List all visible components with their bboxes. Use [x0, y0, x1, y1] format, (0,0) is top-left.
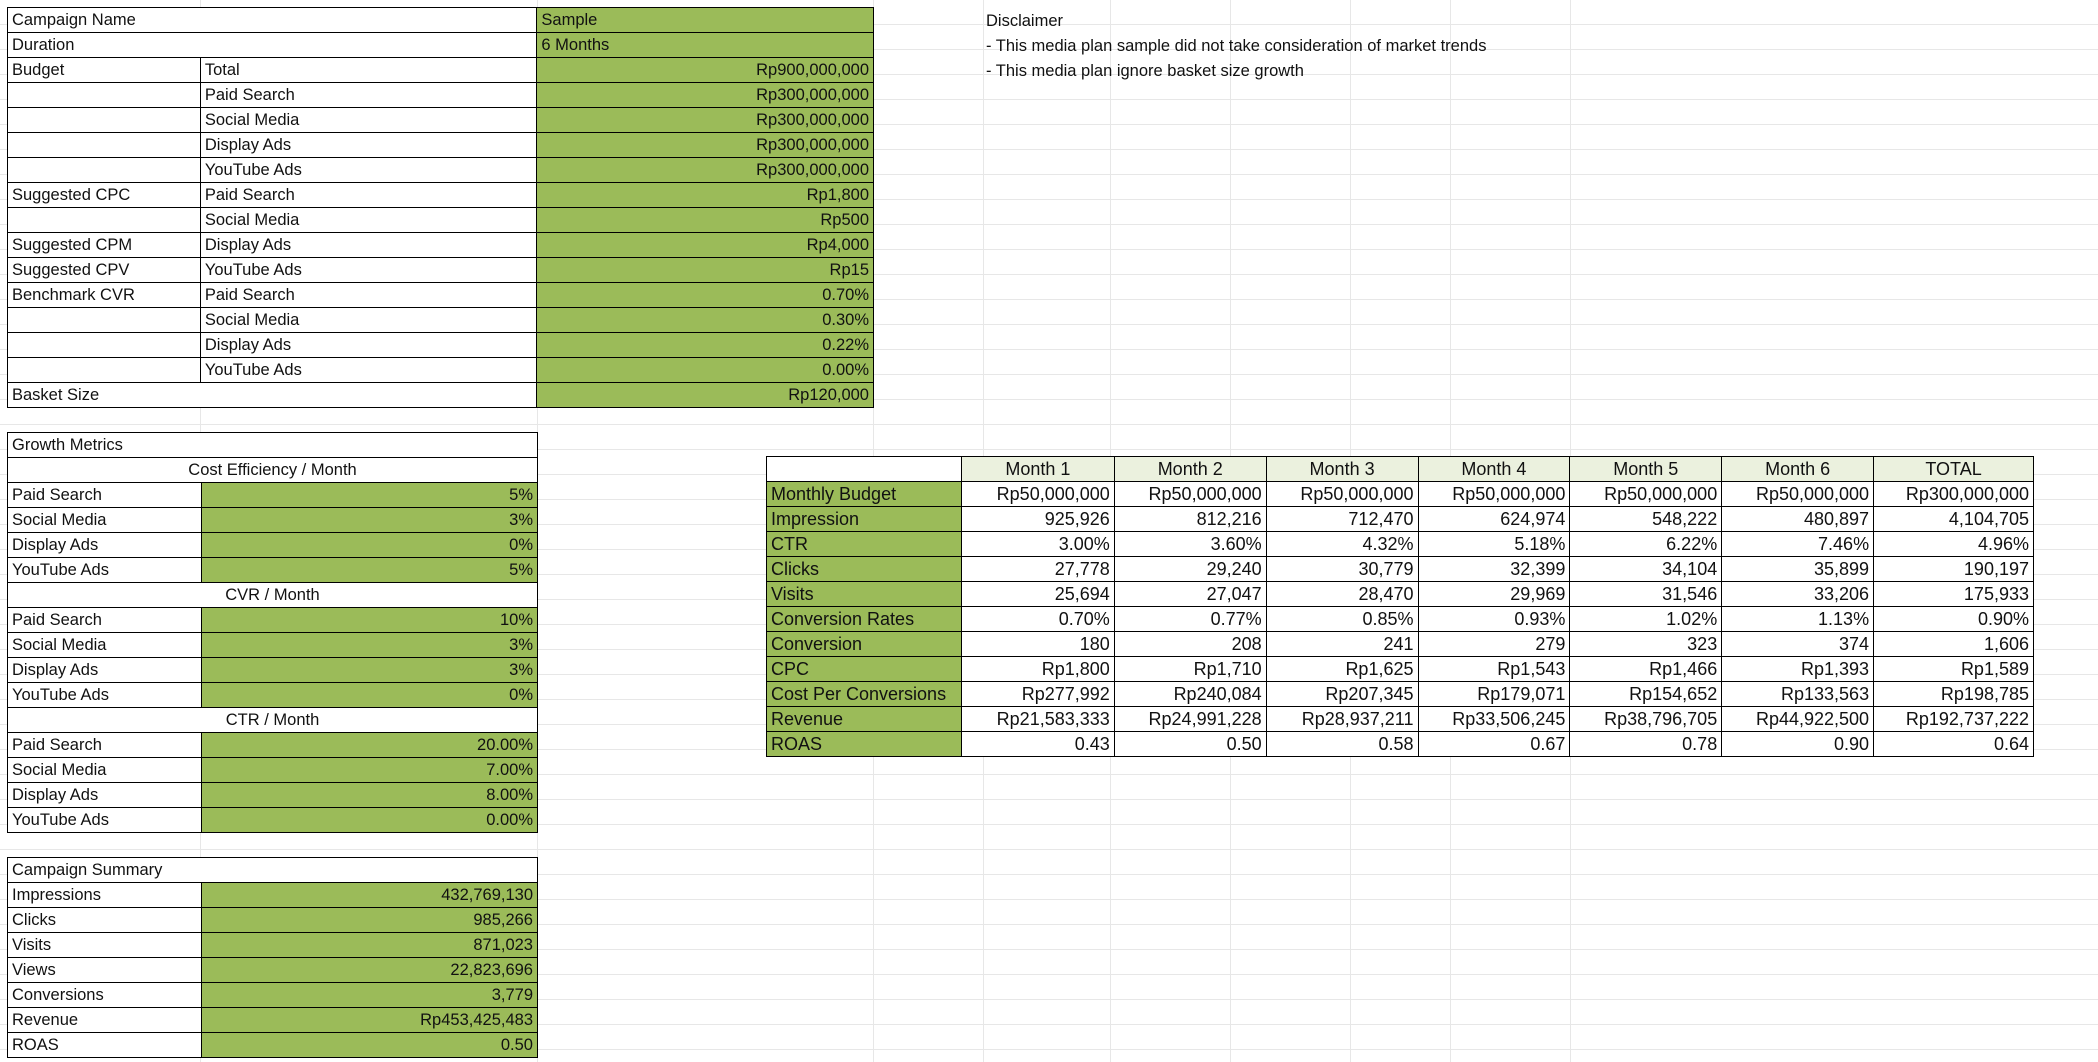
metric-value[interactable]: 0.93% — [1418, 607, 1570, 632]
metric-value[interactable]: 32,399 — [1418, 557, 1570, 582]
summary-label[interactable]: Revenue — [8, 1008, 202, 1033]
metric-label[interactable]: ROAS — [767, 732, 962, 757]
metric-value[interactable]: Rp154,652 — [1570, 682, 1722, 707]
summary-label[interactable]: Visits — [8, 933, 202, 958]
metric-value[interactable]: 0.67 — [1418, 732, 1570, 757]
metric-value[interactable]: 30,779 — [1266, 557, 1418, 582]
metric-value[interactable]: Rp50,000,000 — [1722, 482, 1874, 507]
param-row-campaign-name — [8, 8, 874, 33]
growth-value[interactable]: 8.00% — [201, 783, 537, 808]
growth-value[interactable]: 3% — [201, 508, 537, 533]
growth-channel[interactable]: Paid Search — [8, 733, 202, 758]
metric-value[interactable]: 712,470 — [1266, 507, 1418, 532]
param-row — [8, 58, 874, 83]
metric-value[interactable]: Rp1,625 — [1266, 657, 1418, 682]
summary-row — [8, 1033, 538, 1058]
metric-value[interactable]: 1.02% — [1570, 607, 1722, 632]
growth-row — [8, 533, 538, 558]
metric-value[interactable]: 480,897 — [1722, 507, 1874, 532]
metric-value[interactable]: Rp133,563 — [1722, 682, 1874, 707]
metric-value[interactable]: 812,216 — [1114, 507, 1266, 532]
summary-label[interactable]: Impressions — [8, 883, 202, 908]
growth-channel[interactable]: Display Ads — [8, 783, 202, 808]
metric-value[interactable]: 6.22% — [1570, 532, 1722, 557]
monthly-performance-table — [766, 456, 2034, 757]
param-value[interactable]: 0.70% — [537, 283, 874, 308]
growth-section-row — [8, 458, 538, 483]
metric-value[interactable]: Rp1,800 — [961, 657, 1114, 682]
growth-row — [8, 783, 538, 808]
metric-value[interactable]: 180 — [961, 632, 1114, 657]
metric-value[interactable]: 0.50 — [1114, 732, 1266, 757]
performance-row — [767, 657, 2034, 682]
column-header[interactable]: Month 3 — [1266, 457, 1418, 482]
growth-row — [8, 758, 538, 783]
metric-value[interactable]: 27,778 — [961, 557, 1114, 582]
metric-value[interactable]: Rp50,000,000 — [1570, 482, 1722, 507]
metric-value[interactable]: 208 — [1114, 632, 1266, 657]
column-header[interactable]: Month 1 — [961, 457, 1114, 482]
param-label[interactable]: Duration — [8, 33, 537, 58]
metric-value[interactable]: Rp38,796,705 — [1570, 707, 1722, 732]
metric-value[interactable]: Rp50,000,000 — [1418, 482, 1570, 507]
growth-row — [8, 508, 538, 533]
metric-value[interactable]: 25,694 — [961, 582, 1114, 607]
metric-value[interactable]: Rp300,000,000 — [1874, 482, 2034, 507]
metric-value[interactable]: 5.18% — [1418, 532, 1570, 557]
growth-channel[interactable]: Social Media — [8, 758, 202, 783]
metric-value[interactable]: 925,926 — [961, 507, 1114, 532]
param-label[interactable]: Suggested CPC — [8, 183, 201, 208]
summary-row — [8, 883, 538, 908]
metric-value[interactable]: Rp207,345 — [1266, 682, 1418, 707]
metric-value[interactable]: 0.85% — [1266, 607, 1418, 632]
metric-value[interactable]: Rp1,543 — [1418, 657, 1570, 682]
performance-row — [767, 607, 2034, 632]
performance-row — [767, 557, 2034, 582]
growth-channel[interactable]: YouTube Ads — [8, 558, 202, 583]
metric-value[interactable]: 4.96% — [1874, 532, 2034, 557]
performance-row — [767, 682, 2034, 707]
metric-value[interactable]: 0.43 — [961, 732, 1114, 757]
summary-title[interactable]: Campaign Summary — [8, 858, 538, 883]
metric-label[interactable]: Impression — [767, 507, 962, 532]
param-channel[interactable]: Paid Search — [200, 83, 537, 108]
corner-cell[interactable] — [767, 457, 962, 482]
metric-label[interactable]: Cost Per Conversions — [767, 682, 962, 707]
metric-value[interactable]: 0.70% — [961, 607, 1114, 632]
metric-value[interactable]: Rp1,393 — [1722, 657, 1874, 682]
performance-row — [767, 507, 2034, 532]
growth-channel[interactable]: YouTube Ads — [8, 683, 202, 708]
metric-value[interactable]: 4,104,705 — [1874, 507, 2034, 532]
metric-value[interactable]: 190,197 — [1874, 557, 2034, 582]
performance-row — [767, 482, 2034, 507]
disclaimer-title[interactable]: Disclaimer — [986, 12, 1064, 30]
param-channel[interactable]: Paid Search — [200, 283, 537, 308]
budget-rows — [8, 58, 874, 183]
metric-value[interactable]: Rp21,583,333 — [961, 707, 1114, 732]
summary-value[interactable]: 432,769,130 — [201, 883, 537, 908]
growth-value[interactable]: 3% — [201, 633, 537, 658]
param-label[interactable] — [8, 358, 201, 383]
growth-channel[interactable]: Social Media — [8, 633, 202, 658]
metric-label[interactable]: CTR — [767, 532, 962, 557]
param-channel[interactable]: Total — [200, 58, 537, 83]
metric-value[interactable]: 374 — [1722, 632, 1874, 657]
metric-value[interactable]: 29,240 — [1114, 557, 1266, 582]
growth-row — [8, 633, 538, 658]
column-header[interactable]: Month 5 — [1570, 457, 1722, 482]
metric-value[interactable]: Rp1,466 — [1570, 657, 1722, 682]
metric-value[interactable]: 27,047 — [1114, 582, 1266, 607]
param-value[interactable]: 0.30% — [537, 308, 874, 333]
summary-label[interactable]: Conversions — [8, 983, 202, 1008]
metric-value[interactable]: 624,974 — [1418, 507, 1570, 532]
param-label[interactable] — [8, 333, 201, 358]
metric-value[interactable]: Rp192,737,222 — [1874, 707, 2034, 732]
summary-row — [8, 983, 538, 1008]
metric-value[interactable]: Rp28,937,211 — [1266, 707, 1418, 732]
param-value[interactable]: Rp500 — [537, 208, 874, 233]
growth-value[interactable]: 3% — [201, 658, 537, 683]
column-header[interactable]: Month 4 — [1418, 457, 1570, 482]
param-value[interactable]: 6 Months — [537, 33, 874, 58]
param-value[interactable]: Rp300,000,000 — [537, 83, 874, 108]
metric-value[interactable]: 241 — [1266, 632, 1418, 657]
growth-row — [8, 733, 538, 758]
metric-value[interactable]: 29,969 — [1418, 582, 1570, 607]
performance-row — [767, 632, 2034, 657]
param-value[interactable]: Rp15 — [537, 258, 874, 283]
metric-value[interactable]: 3.60% — [1114, 532, 1266, 557]
param-row-cpv — [8, 258, 874, 283]
cpc-rows — [8, 183, 874, 233]
campaign-params-table — [7, 7, 874, 408]
metric-value[interactable]: 279 — [1418, 632, 1570, 657]
param-label[interactable]: Basket Size — [8, 383, 537, 408]
growth-value[interactable]: 0% — [201, 683, 537, 708]
metric-value[interactable]: 548,222 — [1570, 507, 1722, 532]
metric-value[interactable]: 0.90 — [1722, 732, 1874, 757]
param-label[interactable]: Benchmark CVR — [8, 283, 201, 308]
metric-value[interactable]: Rp24,991,228 — [1114, 707, 1266, 732]
metric-value[interactable]: 28,470 — [1266, 582, 1418, 607]
metric-value[interactable]: 1.13% — [1722, 607, 1874, 632]
growth-channel[interactable]: Paid Search — [8, 483, 202, 508]
metric-value[interactable]: Rp179,071 — [1418, 682, 1570, 707]
summary-value[interactable]: Rp453,425,483 — [201, 1008, 537, 1033]
metric-value[interactable]: 175,933 — [1874, 582, 2034, 607]
summary-value[interactable]: 0.50 — [201, 1033, 537, 1058]
growth-section-title[interactable]: Cost Efficiency / Month — [8, 458, 538, 483]
summary-row — [8, 1008, 538, 1033]
growth-section-title[interactable]: CTR / Month — [8, 708, 538, 733]
growth-value[interactable]: 5% — [201, 558, 537, 583]
param-row-cpm — [8, 233, 874, 258]
performance-body — [767, 482, 2034, 757]
disclaimer — [986, 9, 1486, 84]
metric-value[interactable]: 31,546 — [1570, 582, 1722, 607]
param-channel[interactable]: YouTube Ads — [200, 158, 537, 183]
summary-row — [8, 908, 538, 933]
param-value[interactable]: Rp300,000,000 — [537, 158, 874, 183]
growth-section-title[interactable]: CVR / Month — [8, 583, 538, 608]
param-value[interactable]: Sample — [537, 8, 874, 33]
metric-value[interactable]: Rp1,589 — [1874, 657, 2034, 682]
growth-value[interactable]: 10% — [201, 608, 537, 633]
growth-row — [8, 683, 538, 708]
growth-value[interactable]: 20.00% — [201, 733, 537, 758]
growth-row — [8, 658, 538, 683]
metric-value[interactable]: Rp50,000,000 — [1266, 482, 1418, 507]
column-header[interactable]: TOTAL — [1874, 457, 2034, 482]
metric-value[interactable]: 35,899 — [1722, 557, 1874, 582]
metric-label[interactable]: Monthly Budget — [767, 482, 962, 507]
param-channel[interactable]: YouTube Ads — [200, 358, 537, 383]
metric-value[interactable]: 0.64 — [1874, 732, 2034, 757]
column-header[interactable]: Month 6 — [1722, 457, 1874, 482]
param-label[interactable]: Suggested CPV — [8, 258, 201, 283]
param-value[interactable]: Rp1,800 — [537, 183, 874, 208]
param-label[interactable]: Campaign Name — [8, 8, 537, 33]
growth-channel[interactable]: Social Media — [8, 508, 202, 533]
metric-value[interactable]: 0.78 — [1570, 732, 1722, 757]
param-value[interactable]: Rp120,000 — [537, 383, 874, 408]
performance-header-row — [767, 457, 2034, 482]
metric-value[interactable]: Rp33,506,245 — [1418, 707, 1570, 732]
benchmark-cvr-rows — [8, 283, 874, 383]
metric-value[interactable]: 1,606 — [1874, 632, 2034, 657]
metric-value[interactable]: 0.58 — [1266, 732, 1418, 757]
param-value[interactable]: Rp300,000,000 — [537, 133, 874, 158]
param-value[interactable]: Rp900,000,000 — [537, 58, 874, 83]
param-value[interactable]: Rp4,000 — [537, 233, 874, 258]
growth-channel[interactable]: YouTube Ads — [8, 808, 202, 833]
param-channel[interactable]: Display Ads — [200, 333, 537, 358]
metric-value[interactable]: Rp198,785 — [1874, 682, 2034, 707]
metric-value[interactable]: Rp50,000,000 — [961, 482, 1114, 507]
summary-label[interactable]: ROAS — [8, 1033, 202, 1058]
performance-row — [767, 532, 2034, 557]
growth-section-row — [8, 708, 538, 733]
metric-value[interactable]: 34,104 — [1570, 557, 1722, 582]
param-channel[interactable]: Display Ads — [200, 133, 537, 158]
param-channel[interactable]: Social Media — [200, 308, 537, 333]
metric-value[interactable]: 0.77% — [1114, 607, 1266, 632]
campaign-summary-table — [7, 857, 538, 1058]
metric-label[interactable]: Visits — [767, 582, 962, 607]
growth-title-row — [8, 433, 538, 458]
metric-label[interactable]: Conversion Rates — [767, 607, 962, 632]
growth-title[interactable]: Growth Metrics — [8, 433, 538, 458]
growth-value[interactable]: 7.00% — [201, 758, 537, 783]
param-label[interactable] — [8, 158, 201, 183]
param-row — [8, 108, 874, 133]
summary-label[interactable]: Views — [8, 958, 202, 983]
param-row-basket-size — [8, 383, 874, 408]
metric-value[interactable]: Rp240,084 — [1114, 682, 1266, 707]
column-header[interactable]: Month 2 — [1114, 457, 1266, 482]
performance-row — [767, 707, 2034, 732]
growth-value[interactable]: 5% — [201, 483, 537, 508]
summary-value[interactable]: 871,023 — [201, 933, 537, 958]
growth-channel[interactable]: Display Ads — [8, 658, 202, 683]
performance-row — [767, 582, 2034, 607]
param-value[interactable]: Rp300,000,000 — [537, 108, 874, 133]
param-channel[interactable]: Display Ads — [200, 233, 537, 258]
param-row-duration — [8, 33, 874, 58]
param-row — [8, 358, 874, 383]
metric-label[interactable]: Conversion — [767, 632, 962, 657]
metric-value[interactable]: 323 — [1570, 632, 1722, 657]
metric-value[interactable]: 0.90% — [1874, 607, 2034, 632]
performance-header — [767, 457, 2034, 482]
growth-row — [8, 808, 538, 833]
summary-value[interactable]: 22,823,696 — [201, 958, 537, 983]
growth-section-row — [8, 583, 538, 608]
param-row — [8, 208, 874, 233]
param-label[interactable] — [8, 83, 201, 108]
metric-value[interactable]: Rp50,000,000 — [1114, 482, 1266, 507]
growth-row — [8, 483, 538, 508]
param-row — [8, 283, 874, 308]
metric-value[interactable]: 33,206 — [1722, 582, 1874, 607]
summary-row — [8, 958, 538, 983]
param-channel[interactable]: YouTube Ads — [200, 258, 537, 283]
summary-value[interactable]: 985,266 — [201, 908, 537, 933]
disclaimer-line[interactable]: - This media plan sample did not take consideration of market trends — [986, 37, 1487, 55]
growth-metrics-table — [7, 432, 538, 833]
growth-channel[interactable]: Display Ads — [8, 533, 202, 558]
param-row — [8, 333, 874, 358]
growth-channel[interactable]: Paid Search — [8, 608, 202, 633]
summary-label[interactable]: Clicks — [8, 908, 202, 933]
summary-title-row — [8, 858, 538, 883]
growth-row — [8, 608, 538, 633]
param-channel[interactable]: Paid Search — [200, 183, 537, 208]
metric-value[interactable]: 3.00% — [961, 532, 1114, 557]
metric-value[interactable]: 4.32% — [1266, 532, 1418, 557]
param-label[interactable] — [8, 108, 201, 133]
summary-value[interactable]: 3,779 — [201, 983, 537, 1008]
param-label[interactable] — [8, 308, 201, 333]
growth-value[interactable]: 0% — [201, 533, 537, 558]
param-value[interactable]: 0.00% — [537, 358, 874, 383]
summary-row — [8, 933, 538, 958]
param-label[interactable] — [8, 208, 201, 233]
param-channel[interactable]: Social Media — [200, 208, 537, 233]
param-value[interactable]: 0.22% — [537, 333, 874, 358]
performance-row — [767, 732, 2034, 757]
param-label[interactable]: Budget — [8, 58, 201, 83]
metric-value[interactable]: Rp277,992 — [961, 682, 1114, 707]
growth-value[interactable]: 0.00% — [201, 808, 537, 833]
param-row — [8, 308, 874, 333]
metric-label[interactable]: CPC — [767, 657, 962, 682]
metric-value[interactable]: Rp1,710 — [1114, 657, 1266, 682]
metric-label[interactable]: Revenue — [767, 707, 962, 732]
param-label[interactable] — [8, 133, 201, 158]
disclaimer-line[interactable]: - This media plan ignore basket size growth — [986, 62, 1304, 80]
param-row — [8, 83, 874, 108]
metric-value[interactable]: 7.46% — [1722, 532, 1874, 557]
metric-value[interactable]: Rp44,922,500 — [1722, 707, 1874, 732]
param-channel[interactable]: Social Media — [200, 108, 537, 133]
metric-label[interactable]: Clicks — [767, 557, 962, 582]
param-row — [8, 133, 874, 158]
growth-row — [8, 558, 538, 583]
param-row — [8, 158, 874, 183]
param-row — [8, 183, 874, 208]
param-label[interactable]: Suggested CPM — [8, 233, 201, 258]
